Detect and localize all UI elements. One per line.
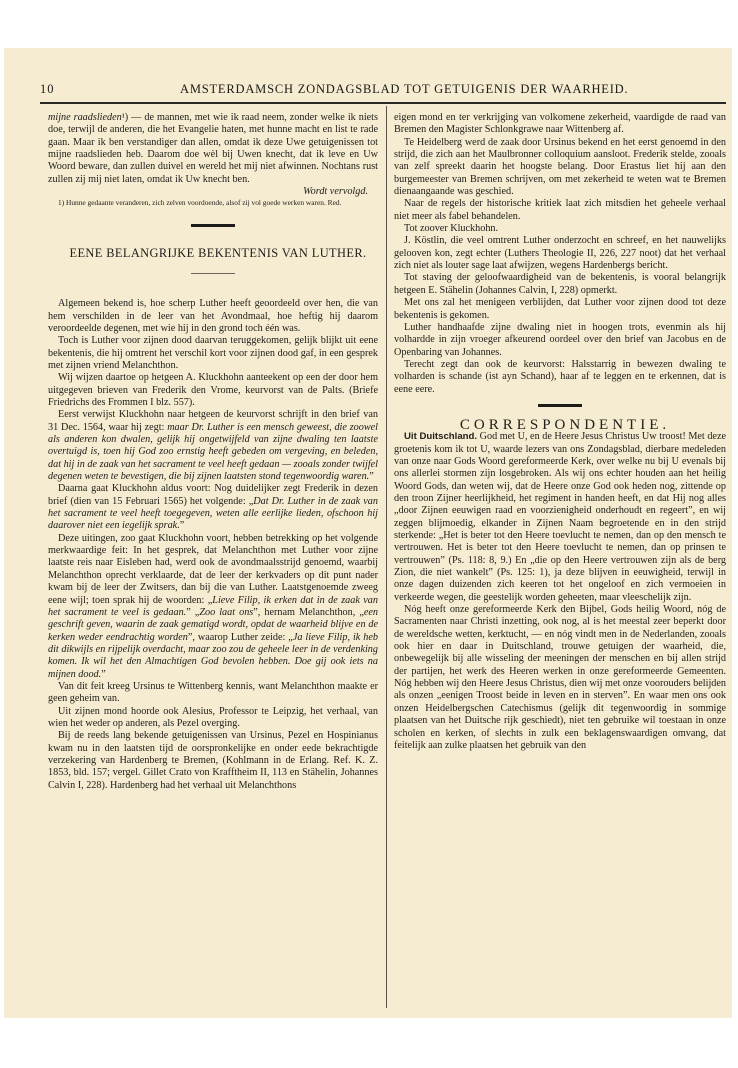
text-run: Nóg heeft onze gereformeerde Kerk den Bijbel, Gods heilig Woord, nóg de Sacramenten naar Christi inzetting, ook nog, al is het meestal zeer beperkt door de wereldsche wetten, kerktucht, — en nóg vindt men in de Nederlanden, zooals ook hier en daar in Duitschland, trouwe getuigen der waarheid, die, onbewegelijk bij alle wisseling der meeningen der menschen en bij allen strijd der partijen, het werk des Heeren werken in onze gereformeerde Gemeenten. Nóg hebben wij den Heere Jesus Christus, dien wij met onze voorouders belijden als onzen „eenigen Troost beide in leven en in sterven”. En waar men ons ook onzen Heidelbergschen Catechismus (gelijk dit tegenwoordig in sommige plaatsen van het Duitsche rijk geschiedt), niet ten gebruike wil toestaan in onze scholen en kerken, of slechts in zulk een beklagenswaardigen omvang, dat feitelijk aan zulke plaatsen het gebruik van den	[394, 604, 726, 751]
text-run: ”	[369, 471, 374, 483]
text-run: Uit zijnen mond hoorde ook Alesius, Professor te Leipzig, het verhaal, van wien het weder op anderen, als Pezel overging.	[48, 705, 378, 729]
footnote: 1) Hunne gedaante veranderen, zich zelven voordoende, alsof zij vol goede werken waren. Red.	[58, 198, 342, 208]
column-divider	[386, 106, 387, 1008]
header-rule	[40, 102, 726, 104]
correspondence-title: CORRESPONDENTIE.	[459, 416, 671, 433]
body-paragraph: Naar de regels der historische kritiek laat zich mitsdien het geheele verhaal niet meer als fabel behandelen.	[394, 198, 726, 222]
to-be-continued: Wordt vervolgd.	[303, 186, 368, 198]
body-paragraph	[48, 298, 378, 335]
opening-paragraph	[48, 112, 378, 186]
right-column	[394, 112, 726, 752]
body-paragraph	[48, 372, 378, 409]
text-run: Toch is Luther voor zijnen dood daarvan teruggekomen, gelijk blijkt uit eene bekentenis, die hij omtrent het verschil kort voor zijnen dood gaf, in een gesprek met zijnen vriend Melanchthon.	[48, 335, 378, 371]
correspondence-lead: Uit Duitschland.	[404, 431, 478, 443]
running-header	[40, 82, 724, 98]
title-underline	[191, 273, 235, 274]
page-number: 10	[40, 82, 55, 96]
body-paragraph: eigen mond en ter verkrijging van volkomene zekerheid, vaardigde de raad van Bremen den Magister Schlonkgrawe naar Wittenberg af.	[394, 112, 726, 136]
correspondence-paragraph	[394, 604, 726, 752]
newspaper-page	[4, 48, 732, 1018]
article-continuation	[394, 112, 726, 396]
italic-quote: Zoo laat ons	[199, 606, 254, 618]
left-column	[48, 112, 378, 792]
italic-quote: mijne raadslieden	[48, 112, 122, 123]
body-paragraph	[48, 483, 378, 532]
text-run: ”, hernam Melanchthon, „	[253, 606, 364, 618]
running-title: AMSTERDAMSCH ZONDAGSBLAD TOT GETUIGENIS DER WAARHEID.	[180, 82, 629, 96]
article-title: EENE BELANGRIJKE BEKENTENIS VAN LUTHER.	[69, 245, 367, 260]
body-paragraph	[48, 730, 378, 792]
italic-quote: maar Dr. Luther is een mensch geweest, die zoowel als anderen kon dwalen, gelijk hij ongetwijfeld van zijne dwaling ten laatste overtuigd is, toen hij God zoo ernstig heeft gebeden om vergeving, en beleden, dat hij in de zaak van het sacrament te veel heeft gedaan — zooals zonder twijfel degenen weten te bevestigen, die bij zijnen laatsten stond tegenwoordig waren.	[48, 421, 378, 483]
text-run: Eerst verwijst Kluckhohn naar hetgeen de keurvorst schrijft in den brief van 31 Dec. 1564, waar hij zegt:	[48, 409, 378, 433]
text-run: Daarna gaat Kluckhohn aldus voort: Nog duidelijker zegt Frederik in dezen brief (dien van 15 Februari 1565) het volgende: „	[48, 483, 378, 507]
article-body	[48, 298, 378, 792]
body-paragraph: Te Heidelberg werd de zaak door Ursinus bekend en het eerst genoemd in den strijd, die zich aan het Maulbronner colloquium aansloot. Frederik stelde, zooals van zelf spreekt daarin het hoogste belang. Door Erastus liet hij aan den burgemeester van Bremen schrijven, om met zekerheid te weten wat te Bremen dienaangaande was geschied.	[394, 136, 726, 198]
text-run: ¹) — de mannen, met wie ik raad neem, zonder welke ik niets doe, terwijl de anderen, die het Evangelie haten, met hunne macht en list te rade gaan. Maar ik ben verstandiger dan allen, omdat ik deze Uwe getuigenissen tot mijne raadslieden heb. Daarom doe wèl bij Uwen knecht, dat ik leve en Uw Woord beware, dan zullen duivel en wereld het mij niet afwinnen. Nochtans rust zullen zij mij niet laten, omdat ik Uw knecht ben.	[48, 112, 378, 185]
body-paragraph	[48, 335, 378, 372]
section-divider-right	[538, 404, 582, 407]
body-paragraph: Tot zoover Kluckhohn.	[404, 223, 499, 235]
italic-quote: een geschrift geven, waarin de zaak gematigd wordt, opdat de waarheid blijve en de kerken weder eendrachtig worden	[48, 606, 378, 643]
italic-quote: Dat Dr. Luther in de zaak van het sacrament te veel heeft toegegeven, weten alle eerlijke lieden, ofschoon hij daarover niet een iegelijk sprak.	[48, 495, 378, 532]
italic-quote: Ja lieve Filip, ik heb dit dikwijls en rijpelijk overdacht, maar zoo zou de geheele leer in de verdenking komen. Ik wil het den Almachtigen God bevolen hebben. Doe gij ook iets na mijnen dood.	[48, 631, 379, 680]
body-paragraph: Tot staving der geloofwaardigheid van de bekentenis, is vooral belangrijk hetgeen E. Stähelin (Johannes Calvin, I, 228) opmerkt.	[394, 272, 726, 296]
text-run: ”	[179, 520, 185, 532]
text-run: ”, waarop Luther zeide: „	[187, 631, 293, 643]
text-run: God met U, en de Heere Jesus Christus Uw troost! Met deze groetenis kom ik tot U, waarde lezers van ons Zondagsblad, dierbare medeleden van onze naar Gods Woord gereformeerde Kerk, over welke nu bij U evenals bij ons allerlei stormen zijn losgebroken. Als wij ons echter houden aan het heilig Woord Gods, dan weten wij, dat de Heere onze God ook heden nog, zittende op den troon Zijner heerlijkheid, het regiment in handen heeft, en dat Hij nog alles „door Zijnen eeuwigen raad en voorzienigheid onderhoudt en regeert”, en wij zeggen blijmoedig, elkander in Zijnen Naam begroetende en in den strijd sterkende: „Het is beter tot den Heere toevlucht te nemen, dan op den mensch te vertrouwen. Het is beter tot den Heere toevlucht te nemen, dan op prinsen te vertrouwen” (Ps. 118: 8, 9.) En „die op den Heere vertrouwen zijn als de berg Zion, die niet wankelt” (Ps. 125: 1), ja deze blijven in eeuwigheid, terwijl in onze dagen duizenden zich keeren tot het ongeloof en zich vermoeien in verkeerde wegen, die geestelijk worden geheeten, maar vleeschelijk zijn.	[394, 431, 726, 603]
text-run: Algemeen bekend is, hoe scherp Luther heeft geoordeeld over hen, die van hem verschilden in de leer van het Avondmaal, hoe heftig hij daarom veroordeelde degenen, met wie hij in den grond toch één was.	[48, 298, 378, 334]
body-paragraph: Luther handhaafde zijne dwaling niet in hoogen trots, evenmin als hij volhardde in zijn vroeger afkeurend oordeel over den brief van Jacobus en de Openbaring van Johannes.	[394, 321, 726, 358]
section-divider	[191, 224, 235, 227]
body-paragraph: Terecht zegt dan ook de keurvorst: Halsstarrig in bewezen dwaling te volharden is schande (ist ayn Schand), haar af te leggen en te erkennen, dat is eene eere.	[394, 358, 726, 395]
text-run: Wij wijzen daartoe op hetgeen A. Kluckhohn aanteekent op een der door hem uitgegeven brieven van Frederik den Vrome, keurvorst van de Palts. (Briefe Friedrichs des Frommen I blz. 557).	[48, 372, 378, 408]
correspondence-paragraph	[394, 431, 726, 604]
body-paragraph: Met ons zal het menigeen verblijden, dat Luther voor zijnen dood tot deze bekentenis is gekomen.	[394, 297, 726, 321]
body-paragraph: J. Köstlin, die veel omtrent Luther onderzocht en schreef, en het nauwelijks gelooven kon, zegt echter (Luthers Theologie II, 226, 227 noot) dat het verhaal zich niet als louter sage laat afwijzen, wegens Hardenbergs bericht.	[394, 235, 726, 272]
body-paragraph	[48, 706, 378, 731]
body-paragraph	[48, 533, 378, 681]
body-paragraph	[48, 681, 378, 706]
text-run: ”	[101, 668, 106, 680]
body-paragraph	[48, 409, 378, 483]
correspondence-body	[394, 431, 726, 752]
text-run: ” „	[186, 606, 200, 618]
text-run: Bij de reeds lang bekende getuigenissen van Ursinus, Pezel en Hospinianus kwam nu in den laatsten tijd de oorspronkelijke en onder eede bekrachtigde verzekering van Hardenberg te Bremen, (Kohlmann in de Erlang. Ref. K. Z. 1853, bld. 157; vergel. Gillet Crato von Krafftheim II, 113 en Stähelin, Johannes Calvin I, 228). Hardenberg had het verhaal uit Melanchthons	[48, 730, 378, 791]
text-run: Van dit feit kreeg Ursinus te Wittenberg kennis, want Melanchthon maakte er geen geheim van.	[48, 680, 378, 705]
italic-quote: Lieve Filip, ik erken dat in de zaak van het sacrament te veel is gedaan.	[48, 594, 378, 618]
text-run: Deze uitingen, zoo gaat Kluckhohn voort, hebben betrekking op het volgende merkwaardige feit: In het gesprek, dat Melanchthon met Luther voor zijne laatste reis naar Eisleben had, werd ook de avondmaalsstrijd genoemd, waarbij Melanchthon oprecht verklaarde, dat de leer der kerkvaders op dit punt nader kwam bij de leer der Zwitsers, dan bij die van Luther. Laatstgenoemde zweeg eene wijl; toen sprak hij de woorden: „	[48, 532, 378, 606]
